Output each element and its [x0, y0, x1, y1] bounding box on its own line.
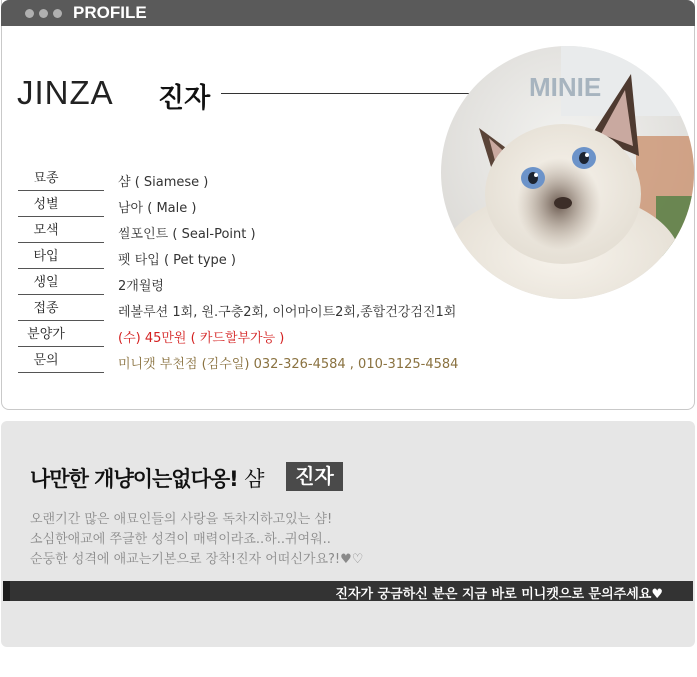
info-value: 남아 ( Male ) — [118, 201, 197, 216]
promo-line: 오랜기간 많은 애묘인들의 사랑을 독차지하고있는 샴! — [30, 512, 333, 527]
info-label — [18, 220, 104, 243]
header-title: PROFILE — [73, 3, 147, 22]
cta-text: 진자가 궁금하신 분은 지금 바로 미니캣으로 문의주세요♥ — [335, 587, 663, 602]
kitten-photo-icon — [441, 46, 694, 299]
label-text: 성별 — [33, 197, 59, 212]
info-label — [18, 350, 104, 373]
headline-suffix: 샴 — [244, 467, 264, 491]
info-label — [18, 324, 104, 347]
info-label — [18, 168, 104, 191]
profile-header — [1, 0, 695, 26]
info-label — [18, 194, 104, 217]
name-divider — [221, 93, 471, 94]
info-label — [18, 298, 104, 321]
info-label — [18, 272, 104, 295]
info-value: 씰포인트 ( Seal-Point ) — [118, 227, 256, 242]
dot-icon — [39, 9, 48, 18]
label-text: 생일 — [33, 275, 59, 290]
cat-name-english: JINZA — [17, 74, 114, 111]
info-label — [18, 246, 104, 269]
label-text: 타입 — [33, 249, 59, 264]
label-text: 문의 — [33, 353, 59, 368]
svg-text:MINIE: MINIE — [529, 72, 602, 102]
info-value: 2개월령 — [118, 279, 164, 294]
promo-line: 순둥한 성격에 애교는기본으로 장착!진자 어떠신가요?!♥♡ — [30, 552, 364, 567]
price-value: (수) 45만원 ( 카드할부가능 ) — [118, 331, 285, 346]
info-value: 레볼루션 1회, 원.구충2회, 이어마이트2회,종합건강검진1회 — [118, 305, 457, 320]
cat-name-korean: 진자 — [158, 83, 211, 114]
dot-icon — [25, 9, 34, 18]
contact-value: 미니캣 부천점 (김수일) 032-326-4584 , 010-3125-4584 — [118, 357, 459, 372]
info-value: 샴 ( Siamese ) — [118, 175, 209, 190]
name-tag: 진자 — [286, 462, 343, 491]
label-text: 분양가 — [27, 327, 65, 342]
kitten-photo — [441, 46, 694, 299]
promo-headline — [30, 463, 263, 493]
info-value: 펫 타입 ( Pet type ) — [118, 253, 236, 268]
label-text: 모색 — [33, 223, 59, 238]
header-dots — [25, 9, 62, 18]
promo-line: 소심한애교에 쭈글한 성격이 매력이라죠..하..귀여워.. — [30, 532, 331, 547]
label-text: 묘종 — [33, 171, 59, 186]
label-text: 접종 — [33, 301, 59, 316]
headline-text: 나만한 개냥이는없다옹! — [30, 467, 238, 491]
cta-bar — [3, 581, 693, 601]
dot-icon — [53, 9, 62, 18]
